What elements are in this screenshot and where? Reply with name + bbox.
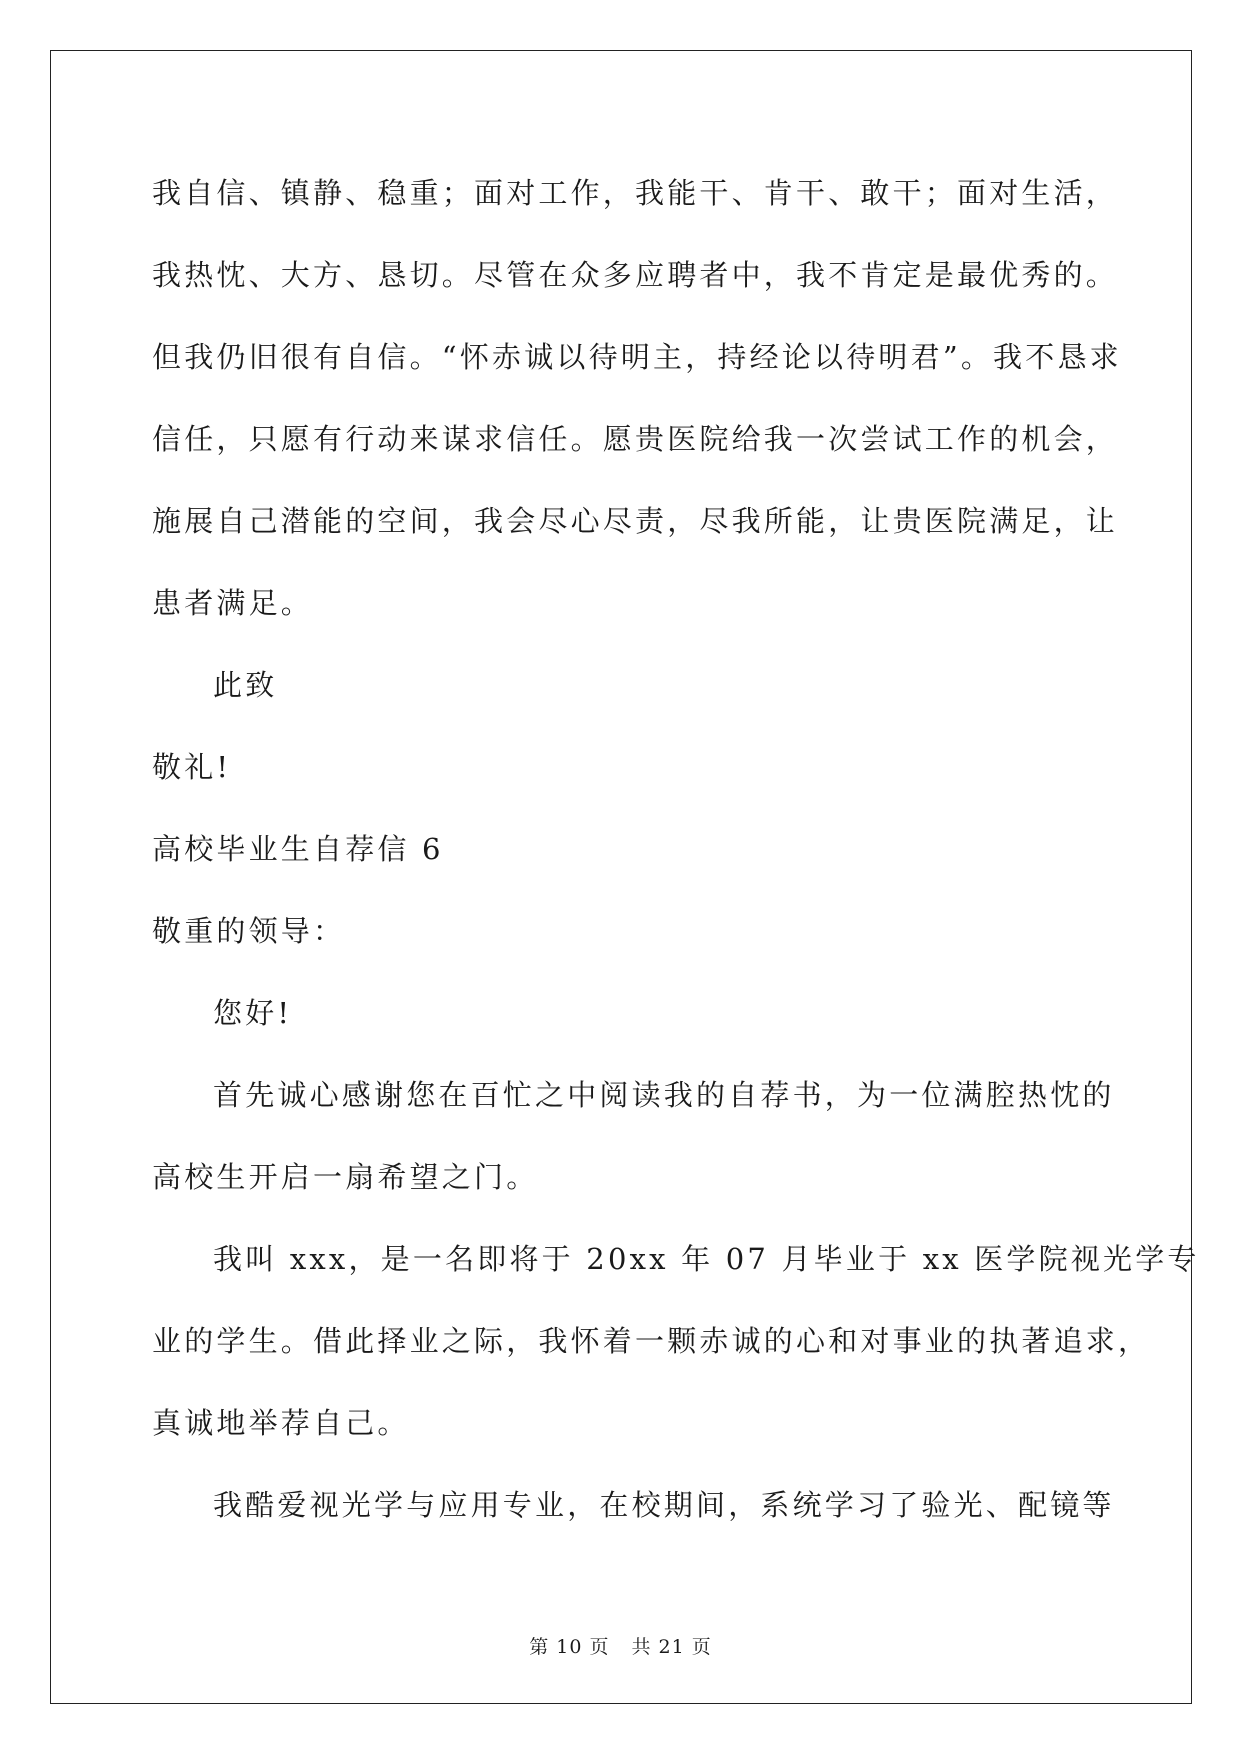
letter-body (152, 162, 1200, 1556)
greeting: 您好! (213, 996, 293, 1030)
text-line: 但我仍旧很有自信。“怀赤诚以待明主，持经论以待明君”。我不恳求 (152, 340, 1122, 374)
page-number-current: 第 10 页 (529, 1636, 610, 1658)
page-footer (0, 1632, 1241, 1659)
page-number-total: 共 21 页 (631, 1636, 712, 1658)
text-line: 我叫 xxx，是一名即将于 20xx 年 07 月毕业于 xx 医学院视光学专 (213, 1242, 1200, 1276)
text-line: 信任，只愿有行动来谋求信任。愿贵医院给我一次尝试工作的机会， (152, 422, 1119, 456)
text-line: 我酷爱视光学与应用专业，在校期间，系统学习了验光、配镜等 (213, 1488, 1115, 1522)
text-line: 施展自己潜能的空间，我会尽心尽责，尽我所能，让贵医院满足，让 (152, 504, 1119, 538)
text-line: 首先诚心感谢您在百忙之中阅读我的自荐书，为一位满腔热忱的 (213, 1078, 1115, 1112)
text-line: 我热忱、大方、恳切。尽管在众多应聘者中，我不肯定是最优秀的。 (152, 258, 1119, 292)
text-line: 真诚地举荐自己。 (152, 1406, 410, 1440)
text-line: 我自信、镇静、稳重；面对工作，我能干、肯干、敢干；面对生活， (152, 176, 1119, 210)
greeting-addressee: 敬重的领导： (152, 914, 346, 948)
text-line: 患者满足。 (152, 586, 314, 620)
text-line: 高校生开启一扇希望之门。 (152, 1160, 539, 1194)
closing-salutation: 此致 (213, 668, 278, 702)
text-line: 业的学生。借此择业之际，我怀着一颗赤诚的心和对事业的执著追求， (152, 1324, 1151, 1358)
section-heading: 高校毕业生自荐信 6 (152, 832, 444, 866)
closing-regards: 敬礼! (152, 750, 232, 784)
